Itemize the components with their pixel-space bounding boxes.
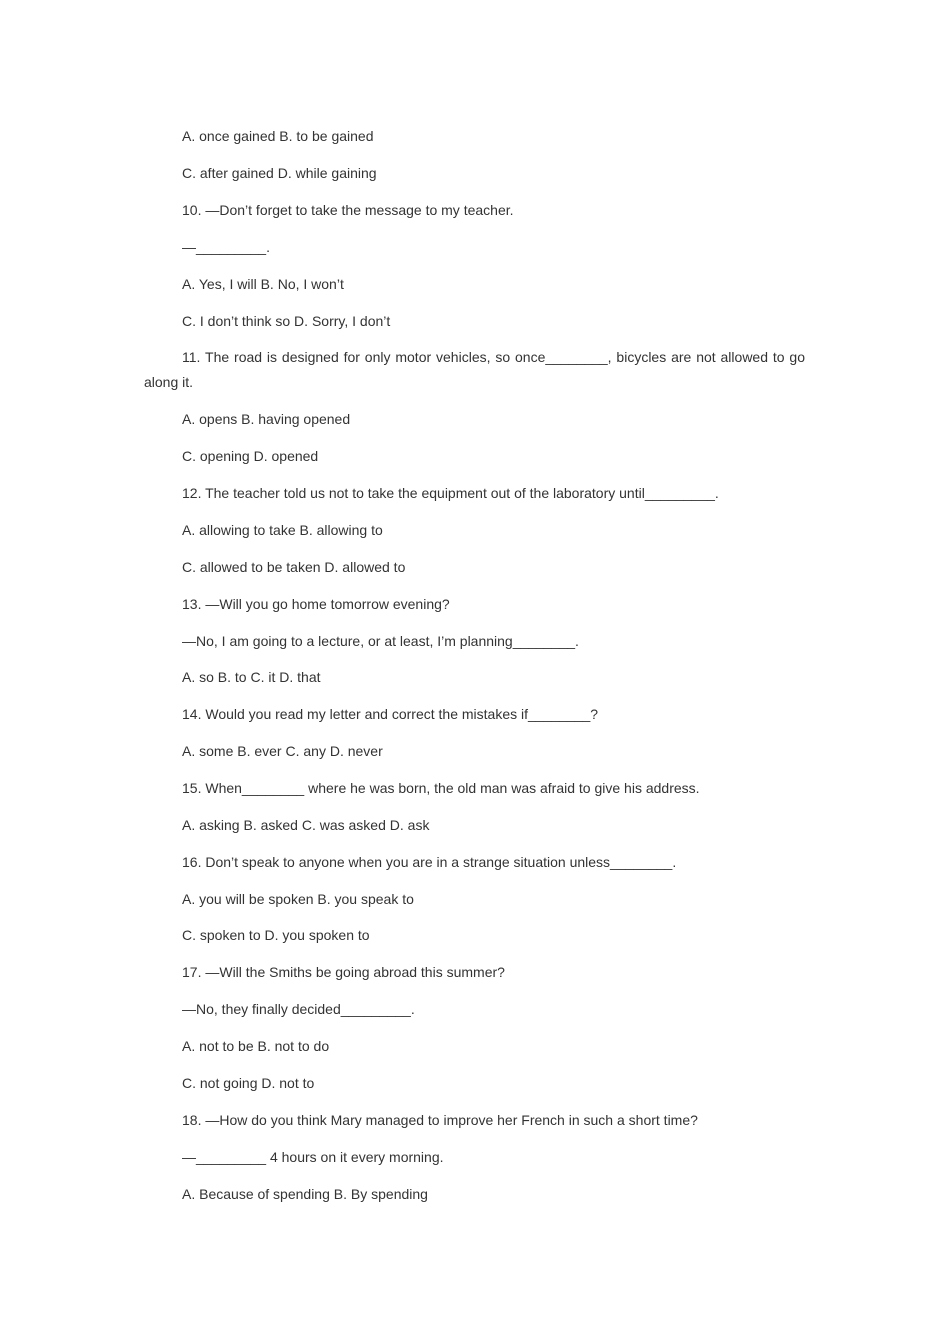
q11-question: 11. The road is designed for only motor vehicles, so once________, bicycles are not allowed to go along it. [144, 349, 805, 390]
q12-question: 12. The teacher told us not to take the equipment out of the laboratory until_________. [182, 485, 719, 501]
q10-question: 10. —Don’t forget to take the message to my teacher. [182, 202, 514, 218]
q12-options-cd: C. allowed to be taken D. allowed to [182, 559, 406, 575]
q18-options-ab: A. Because of spending B. By spending [182, 1186, 428, 1202]
q17-question: 17. —Will the Smiths be going abroad this summer? [182, 964, 505, 980]
q14-options: A. some B. ever C. any D. never [182, 743, 383, 759]
q17-options-ab: A. not to be B. not to do [182, 1038, 330, 1054]
q17-options-cd: C. not going D. not to [182, 1075, 315, 1091]
q12-options-ab: A. allowing to take B. allowing to [182, 522, 383, 538]
q10-options-ab: A. Yes, I will B. No, I won’t [182, 276, 344, 292]
q10-options-cd: C. I don’t think so D. Sorry, I don’t [182, 313, 391, 329]
q10-response: —_________. [182, 239, 270, 255]
q11-options-cd: C. opening D. opened [182, 448, 319, 464]
q13-question: 13. —Will you go home tomorrow evening? [182, 596, 450, 612]
q16-options-cd: C. spoken to D. you spoken to [182, 927, 370, 943]
q18-response: —_________ 4 hours on it every morning. [182, 1149, 444, 1165]
q17-response: —No, they finally decided_________. [182, 1001, 415, 1017]
q14-question: 14. Would you read my letter and correct the mistakes if________? [182, 706, 599, 722]
q18-question: 18. —How do you think Mary managed to improve her French in such a short time? [182, 1112, 698, 1128]
q11-options-ab: A. opens B. having opened [182, 411, 351, 427]
q13-response: —No, I am going to a lecture, or at least, I’m planning________. [182, 633, 579, 649]
q9-options-cd: C. after gained D. while gaining [182, 165, 377, 181]
q9-options-ab: A. once gained B. to be gained [182, 128, 374, 144]
q13-options: A. so B. to C. it D. that [182, 669, 321, 685]
q15-question: 15. When________ where he was born, the old man was afraid to give his address. [182, 780, 700, 796]
q16-options-ab: A. you will be spoken B. you speak to [182, 891, 414, 907]
q15-options: A. asking B. asked C. was asked D. ask [182, 817, 430, 833]
q16-question: 16. Don’t speak to anyone when you are in a strange situation unless________. [182, 854, 677, 870]
